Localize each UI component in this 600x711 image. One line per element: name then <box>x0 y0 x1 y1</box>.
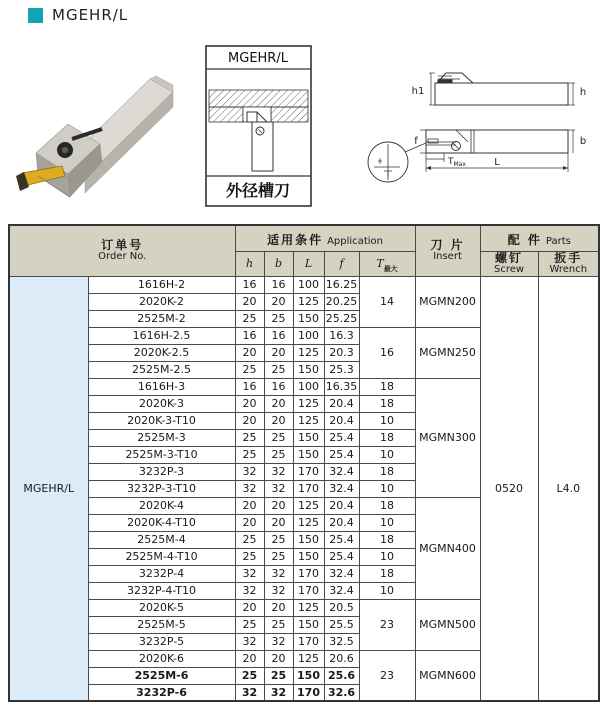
dim-L-cell: 170 <box>293 463 324 480</box>
series-cell: MGEHR/L <box>9 276 88 701</box>
dim-L-cell: 125 <box>293 412 324 429</box>
header-dim-b: b <box>264 251 293 276</box>
toolholder-body-graphic <box>16 76 173 197</box>
dim-h-cell: 20 <box>235 395 264 412</box>
dim-L-cell: 150 <box>293 548 324 565</box>
order-no-cell: 2020K-3 <box>88 395 235 412</box>
t-max-cell: 16 <box>359 327 415 378</box>
dim-h-cell: 16 <box>235 327 264 344</box>
header-dim-f: f <box>324 251 359 276</box>
order-no-cell: 3232P-4 <box>88 565 235 582</box>
t-max-cell: 18 <box>359 565 415 582</box>
dim-h-cell: 32 <box>235 463 264 480</box>
header-application: 适用条件 Application <box>235 225 415 251</box>
dim-f-cell: 32.6 <box>324 684 359 701</box>
order-no-cell: 3232P-4-T10 <box>88 582 235 599</box>
header-dim-L: L <box>293 251 324 276</box>
order-no-cell: 1616H-2.5 <box>88 327 235 344</box>
dim-f-cell: 16.25 <box>325 278 358 291</box>
header-dim-h: h <box>235 251 264 276</box>
dim-b-cell: 20 <box>264 412 293 429</box>
dim-b-cell: 25 <box>264 446 293 463</box>
dim-L-cell: 150 <box>293 361 324 378</box>
order-no-cell: 2525M-3-T10 <box>88 446 235 463</box>
dim-h-cell: 32 <box>235 684 264 701</box>
t-max-cell: 10 <box>359 480 415 497</box>
dim-f-cell: 25.4 <box>324 548 359 565</box>
dim-b-cell: 20 <box>264 497 293 514</box>
insert-cell: MGMN250 <box>415 327 480 378</box>
dim-h1-label: h1 <box>411 86 425 97</box>
order-no-cell: 2525M-4-T10 <box>88 548 235 565</box>
dim-b-cell: 32 <box>264 480 293 497</box>
order-no-cell: 3232P-6 <box>88 684 235 701</box>
dim-b-cell: 25 <box>264 531 293 548</box>
order-no-cell: 3232P-5 <box>88 633 235 650</box>
header-dim-tmax: $T_{最大}$ <box>359 251 415 276</box>
dim-h-cell: 20 <box>235 344 264 361</box>
dim-f-cell: 25.6 <box>324 667 359 684</box>
t-max-cell: 14 <box>359 276 415 327</box>
diagram-caption: 外径槽刀 <box>225 181 291 200</box>
t-max-cell: 18 <box>359 531 415 548</box>
dimension-drawings <box>356 58 598 210</box>
dim-h-cell: 20 <box>235 599 264 616</box>
dim-h-cell: 32 <box>235 582 264 599</box>
dim-L-cell: 125 <box>293 650 324 667</box>
dim-f-cell: 25.5 <box>324 616 359 633</box>
insert-cell: MGMN500 <box>415 599 480 650</box>
dim-f-cell: 32.4 <box>324 480 359 497</box>
dim-f-cell: 20.4 <box>324 412 359 429</box>
order-no-cell: 2525M-3 <box>88 429 235 446</box>
order-no-cell: 2525M-4 <box>88 531 235 548</box>
page-header <box>28 6 128 24</box>
t-max-cell: 10 <box>359 514 415 531</box>
spec-table-body <box>9 276 599 701</box>
order-no-cell: 3232P-3 <box>88 463 235 480</box>
dim-b-cell: 32 <box>264 565 293 582</box>
header-order-no: 订单号 Order No. <box>9 225 235 276</box>
dim-b-cell: 20 <box>264 344 293 361</box>
insert-cell: MGMN300 <box>415 378 480 497</box>
dim-b-cell: 25 <box>264 667 293 684</box>
dim-b-cell: 32 <box>264 582 293 599</box>
dim-h-cell: 25 <box>235 429 264 446</box>
screw-cell: 0520 <box>480 276 538 701</box>
dim-b-cell: 25 <box>264 310 293 327</box>
dim-f-label: f <box>414 136 418 147</box>
dim-f-cell: 32.5 <box>324 633 359 650</box>
side-view-drawing <box>429 73 575 105</box>
header-wrench: 扳手 Wrench <box>538 251 599 276</box>
dim-f-cell: 32.4 <box>324 582 359 599</box>
dim-f-cell: 25.25 <box>325 312 358 325</box>
header-parts: 配 件 Parts <box>480 225 599 251</box>
dim-f-cell: 16.3 <box>324 327 359 344</box>
wrench-cell: L4.0 <box>538 276 599 701</box>
t-max-cell: 18 <box>359 395 415 412</box>
table-row <box>9 276 599 293</box>
t-max-cell: 10 <box>359 548 415 565</box>
dim-b-cell: 32 <box>264 463 293 480</box>
section-marker-icon <box>28 8 43 23</box>
order-no-cell: 2525M-5 <box>88 616 235 633</box>
dim-f-cell: 20.4 <box>324 497 359 514</box>
dim-b-cell: 16 <box>264 378 293 395</box>
dim-b-cell: 25 <box>264 429 293 446</box>
dim-L-cell: 150 <box>293 531 324 548</box>
dim-b-cell: 20 <box>264 599 293 616</box>
dim-f-cell: 20.5 <box>324 599 359 616</box>
page-title: MGEHR/L <box>52 6 129 24</box>
dim-h-cell: 25 <box>235 667 264 684</box>
dim-h-cell: 32 <box>235 633 264 650</box>
order-no-cell: 2020K-4-T10 <box>88 514 235 531</box>
dim-b-cell: 20 <box>264 395 293 412</box>
order-no-cell: 2525M-2 <box>88 310 235 327</box>
dim-h-cell: 20 <box>235 497 264 514</box>
order-no-cell: 2020K-6 <box>88 650 235 667</box>
dim-h-cell: 25 <box>235 548 264 565</box>
order-no-cell: 1616H-2 <box>88 276 235 293</box>
dim-L-cell: 125 <box>293 293 324 310</box>
order-no-cell: 2020K-3-T10 <box>88 412 235 429</box>
insert-cell: MGMN400 <box>415 497 480 599</box>
insert-cell: MGMN200 <box>415 276 480 327</box>
t-max-cell: 18 <box>359 463 415 480</box>
dim-f-cell: 25.4 <box>324 531 359 548</box>
t-max-cell: 18 <box>359 429 415 446</box>
dim-L-cell: 150 <box>293 429 324 446</box>
t-max-cell: 10 <box>359 582 415 599</box>
order-no-cell: 2525M-2.5 <box>88 361 235 378</box>
diagram-title: MGEHR/L <box>228 51 288 66</box>
dim-b-cell: 20 <box>264 293 293 310</box>
dim-b-cell: 25 <box>264 361 293 378</box>
dim-f-cell: 25.4 <box>324 446 359 463</box>
dim-h-cell: 32 <box>235 565 264 582</box>
t-max-cell: 18 <box>359 378 415 395</box>
dim-b-label: b <box>579 136 587 147</box>
dim-b-cell: 20 <box>264 514 293 531</box>
dim-b-cell: 20 <box>264 650 293 667</box>
dim-L-cell: 125 <box>293 344 324 361</box>
dim-f-cell: 20.25 <box>325 295 358 308</box>
dim-L-cell: 100 <box>293 327 324 344</box>
dim-h-cell: 16 <box>235 378 264 395</box>
dim-h-cell: 25 <box>235 446 264 463</box>
dim-f-cell: 25.4 <box>324 429 359 446</box>
dim-L-cell: 170 <box>293 565 324 582</box>
header-insert: 刀 片 Insert <box>415 225 480 276</box>
dim-f-cell: 32.4 <box>324 565 359 582</box>
dim-L-cell: 170 <box>293 684 324 701</box>
dim-L-cell: 150 <box>293 616 324 633</box>
dim-f-cell: 32.4 <box>324 463 359 480</box>
dim-h-cell: 20 <box>235 650 264 667</box>
t-max-cell: 18 <box>359 497 415 514</box>
dim-f-cell: 20.4 <box>324 395 359 412</box>
dim-L-cell: 170 <box>293 582 324 599</box>
dim-L-cell: 100 <box>293 378 324 395</box>
t-max-cell: 23 <box>359 650 415 701</box>
dim-h-cell: 20 <box>235 514 264 531</box>
dim-L-cell: 150 <box>293 667 324 684</box>
order-no-cell: 2020K-2.5 <box>88 344 235 361</box>
dim-tmax-label: $T_{Max}$ <box>448 157 466 168</box>
dim-L-cell: 170 <box>293 480 324 497</box>
order-no-cell: 2020K-5 <box>88 599 235 616</box>
product-photo <box>10 45 182 211</box>
dim-h-cell: 20 <box>235 412 264 429</box>
dim-b-cell: 16 <box>264 327 293 344</box>
insert-cell: MGMN600 <box>415 650 480 701</box>
dim-h-cell: 20 <box>235 293 264 310</box>
dim-L-cell: 125 <box>293 599 324 616</box>
dim-h-cell: 25 <box>235 616 264 633</box>
dim-L-cell: 150 <box>293 310 324 327</box>
t-max-cell: 23 <box>359 599 415 650</box>
order-no-cell: 1616H-3 <box>88 378 235 395</box>
dim-h-cell: 16 <box>235 276 264 293</box>
t-max-cell: 10 <box>359 446 415 463</box>
dim-b-cell: 32 <box>264 633 293 650</box>
dim-b-cell: 25 <box>264 548 293 565</box>
dim-h-cell: 25 <box>235 361 264 378</box>
dim-length-label: L <box>494 157 500 168</box>
order-no-cell: 3232P-3-T10 <box>88 480 235 497</box>
dim-b-cell: 32 <box>264 684 293 701</box>
dim-f-cell: 20.4 <box>324 514 359 531</box>
dim-L-cell: 150 <box>293 446 324 463</box>
dim-h-cell: 25 <box>235 310 264 327</box>
dim-L-cell: 125 <box>293 395 324 412</box>
order-no-cell: 2525M-6 <box>88 667 235 684</box>
t-max-cell: 10 <box>359 412 415 429</box>
dim-h-label: h <box>579 87 587 98</box>
dim-L-cell: 125 <box>293 497 324 514</box>
dim-f-cell: 16.35 <box>325 380 358 393</box>
dim-b-cell: 16 <box>264 276 293 293</box>
dim-h-cell: 25 <box>235 531 264 548</box>
dim-L-cell: 100 <box>293 276 324 293</box>
dim-f-cell: 25.3 <box>324 361 359 378</box>
dim-L-cell: 125 <box>293 514 324 531</box>
order-no-cell: 2020K-4 <box>88 497 235 514</box>
application-diagram <box>205 45 312 207</box>
dim-L-cell: 170 <box>293 633 324 650</box>
order-no-cell: 2020K-2 <box>88 293 235 310</box>
dim-b-cell: 25 <box>264 616 293 633</box>
dim-f-cell: 20.6 <box>324 650 359 667</box>
tip-detail-circle <box>368 142 426 182</box>
spec-table <box>8 224 600 702</box>
dim-f-cell: 20.3 <box>324 344 359 361</box>
dim-h-cell: 32 <box>235 480 264 497</box>
header-screw: 螺钉 Screw <box>480 251 538 276</box>
